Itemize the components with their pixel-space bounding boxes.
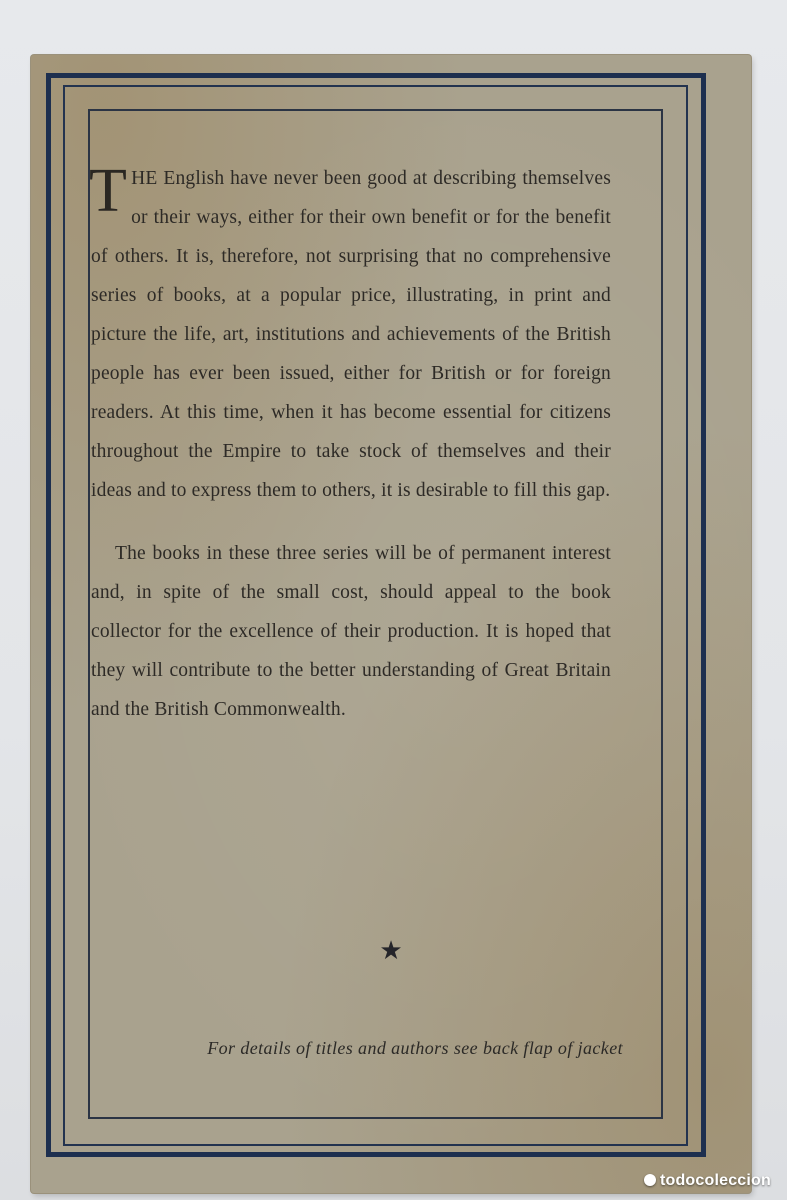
back-flap-note: For details of titles and authors see back flap of jacket [207,1038,623,1058]
drop-cap: T [89,157,128,225]
paragraph-1-text: HE English have never been good at describing themselves or their ways, either for their own benefit or for the benefit of others. It is, therefore, not surprising that no comprehensive series of books, at a popular price, illustrating, in print and picture the life, art, institutions and achievements of the British people has ever been issued, either for British or for foreign readers. At this time, when it has become essential for citizens throughout the Empire to take stock of themselves and their ideas and to express them to others, it is desirable to fill this gap. [91,168,611,501]
site-watermark [644,1172,771,1190]
cover-text [91,159,611,729]
star-ornament: ★ [379,936,403,965]
paragraph-1 [91,159,611,510]
book-cover [31,55,751,1193]
watermark-text: todocoleccion [659,1172,771,1189]
paragraph-2: The books in these three series will be of permanent interest and, in spite of the small cost, should appeal to the book collector for the excellence of their production. It is hoped that they will contribute to the better understanding of Great Britain and the British Commonwealth. [91,543,611,720]
watermark-logo-icon [644,1174,656,1186]
